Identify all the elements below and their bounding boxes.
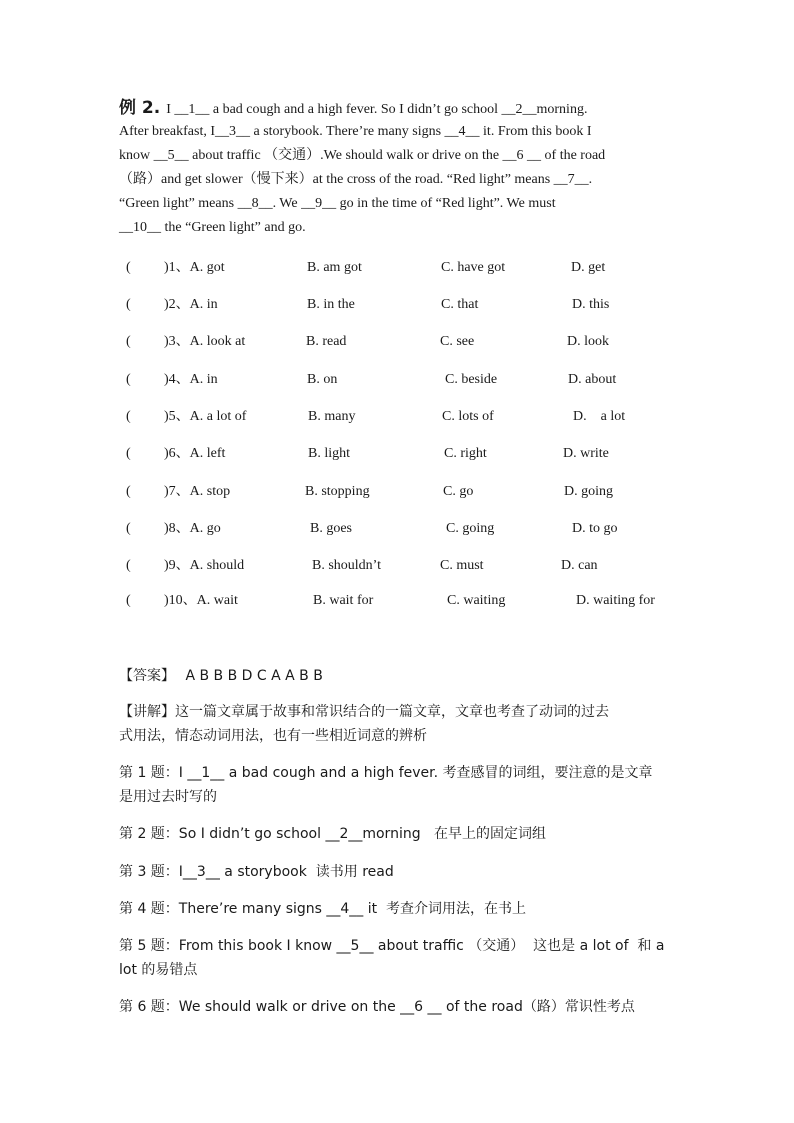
answer-line xyxy=(119,664,679,688)
item-line: 第 6 题：We should walk or drive on the __6 __ of the road（路）常识性考点 xyxy=(119,999,635,1015)
option-a: )1、A. got xyxy=(164,260,225,275)
item-6 xyxy=(119,995,679,1019)
passage-line: （路）and get slower（慢下来）at the cross of the road. “Red light” means __7__. xyxy=(119,172,593,187)
question-row xyxy=(126,295,686,315)
example-label: 例 2. xyxy=(119,98,161,118)
answer-bracket[interactable]: ( xyxy=(126,446,131,461)
option-d: D. to go xyxy=(572,521,618,536)
answer-bracket[interactable]: ( xyxy=(126,484,131,499)
item-line: 第 4 题：There’re many signs __4__ it 考查介词用法，在书上 xyxy=(119,901,527,917)
question-row xyxy=(126,332,686,352)
option-c: C. lots of xyxy=(442,409,494,424)
question-row xyxy=(126,591,686,611)
option-b: B. many xyxy=(308,409,356,424)
item-1 xyxy=(119,761,679,809)
option-a: )10、A. wait xyxy=(164,593,238,608)
answer-bracket[interactable]: ( xyxy=(126,372,131,387)
passage-line: __10__ the “Green light” and go. xyxy=(119,220,306,235)
option-d: D. going xyxy=(564,484,613,499)
answer-text: A B B B D C A A B B xyxy=(185,668,323,684)
passage-line xyxy=(119,96,679,120)
option-b: B. goes xyxy=(310,521,352,536)
answer-bracket[interactable]: ( xyxy=(126,409,131,424)
explanation-paragraph xyxy=(119,700,679,748)
question-row xyxy=(126,258,686,278)
item-line: 是用过去时写的 xyxy=(119,789,217,805)
option-a: )2、A. in xyxy=(164,297,218,312)
item-5 xyxy=(119,934,679,982)
option-b: B. in the xyxy=(307,297,355,312)
option-a: )7、A. stop xyxy=(164,484,231,499)
question-row xyxy=(126,519,686,539)
option-c: C. that xyxy=(441,297,479,312)
item-line: lot 的易错点 xyxy=(119,962,198,978)
option-d: D. get xyxy=(571,260,606,275)
option-b: B. shouldn’t xyxy=(312,558,381,573)
question-row xyxy=(126,370,686,390)
option-a: )4、A. in xyxy=(164,372,218,387)
item-line: 第 1 题：I __1__ a bad cough and a high fever. 考查感冒的词组，要注意的是文章 xyxy=(119,765,653,781)
question-row xyxy=(126,556,686,576)
option-b: B. read xyxy=(306,334,347,349)
question-row xyxy=(126,444,686,464)
answer-bracket[interactable]: ( xyxy=(126,593,131,608)
option-c: C. beside xyxy=(445,372,498,387)
item-4 xyxy=(119,897,679,921)
option-d: D. this xyxy=(572,297,610,312)
item-3 xyxy=(119,860,679,884)
option-b: B. on xyxy=(307,372,338,387)
passage-line: After breakfast, I__3__ a storybook. There’re many signs __4__ it. From this book I xyxy=(119,124,592,139)
option-c: C. right xyxy=(444,446,487,461)
item-line: 第 2 题：So I didn’t go school __2__morning 在早上的固定词组 xyxy=(119,826,546,842)
option-c: C. go xyxy=(443,484,474,499)
option-b: B. am got xyxy=(307,260,362,275)
passage-line: “Green light” means __8__. We __9__ go in the time of “Red light”. We must xyxy=(119,196,556,211)
option-c: C. going xyxy=(446,521,495,536)
answer-label: 【答案】 xyxy=(119,668,175,684)
option-d: D. write xyxy=(563,446,609,461)
option-b: B. wait for xyxy=(313,593,374,608)
item-line: 第 3 题：I__3__ a storybook 读书用 read xyxy=(119,864,394,880)
option-d: D. can xyxy=(561,558,598,573)
option-b: B. stopping xyxy=(305,484,370,499)
explanation-line: 式用法，情态动词用法，也有一些相近词意的辨析 xyxy=(119,728,427,744)
option-c: C. must xyxy=(440,558,484,573)
option-a: )9、A. should xyxy=(164,558,245,573)
option-d: D. about xyxy=(568,372,617,387)
example-passage xyxy=(119,96,679,240)
option-d: D. look xyxy=(567,334,609,349)
option-d: D. a lot xyxy=(573,409,626,424)
item-2 xyxy=(119,822,679,846)
passage-line: know __5__ about traffic （交通）.We should walk or drive on the __6 __ of the road xyxy=(119,148,606,163)
option-d: D. waiting for xyxy=(576,593,655,608)
option-a: )8、A. go xyxy=(164,521,221,536)
item-line: 第 5 题：From this book I know __5__ about traffic （交通） 这也是 a lot of 和 a xyxy=(119,938,665,954)
option-c: C. waiting xyxy=(447,593,506,608)
explanation-line: 【讲解】这一篇文章属于故事和常识结合的一篇文章，文章也考查了动词的过去 xyxy=(119,704,609,720)
answer-bracket[interactable]: ( xyxy=(126,297,131,312)
answer-bracket[interactable]: ( xyxy=(126,521,131,536)
answer-bracket[interactable]: ( xyxy=(126,260,131,275)
answer-bracket[interactable]: ( xyxy=(126,334,131,349)
option-c: C. see xyxy=(440,334,475,349)
option-a: )6、A. left xyxy=(164,446,226,461)
option-a: )3、A. look at xyxy=(164,334,246,349)
answer-bracket[interactable]: ( xyxy=(126,558,131,573)
option-b: B. light xyxy=(308,446,351,461)
option-c: C. have got xyxy=(441,260,506,275)
option-a: )5、A. a lot of xyxy=(164,409,247,424)
question-row xyxy=(126,482,686,502)
question-row xyxy=(126,407,686,427)
passage-text: I __1__ a bad cough and a high fever. So I didn’t go school __2__morning. xyxy=(166,102,588,117)
